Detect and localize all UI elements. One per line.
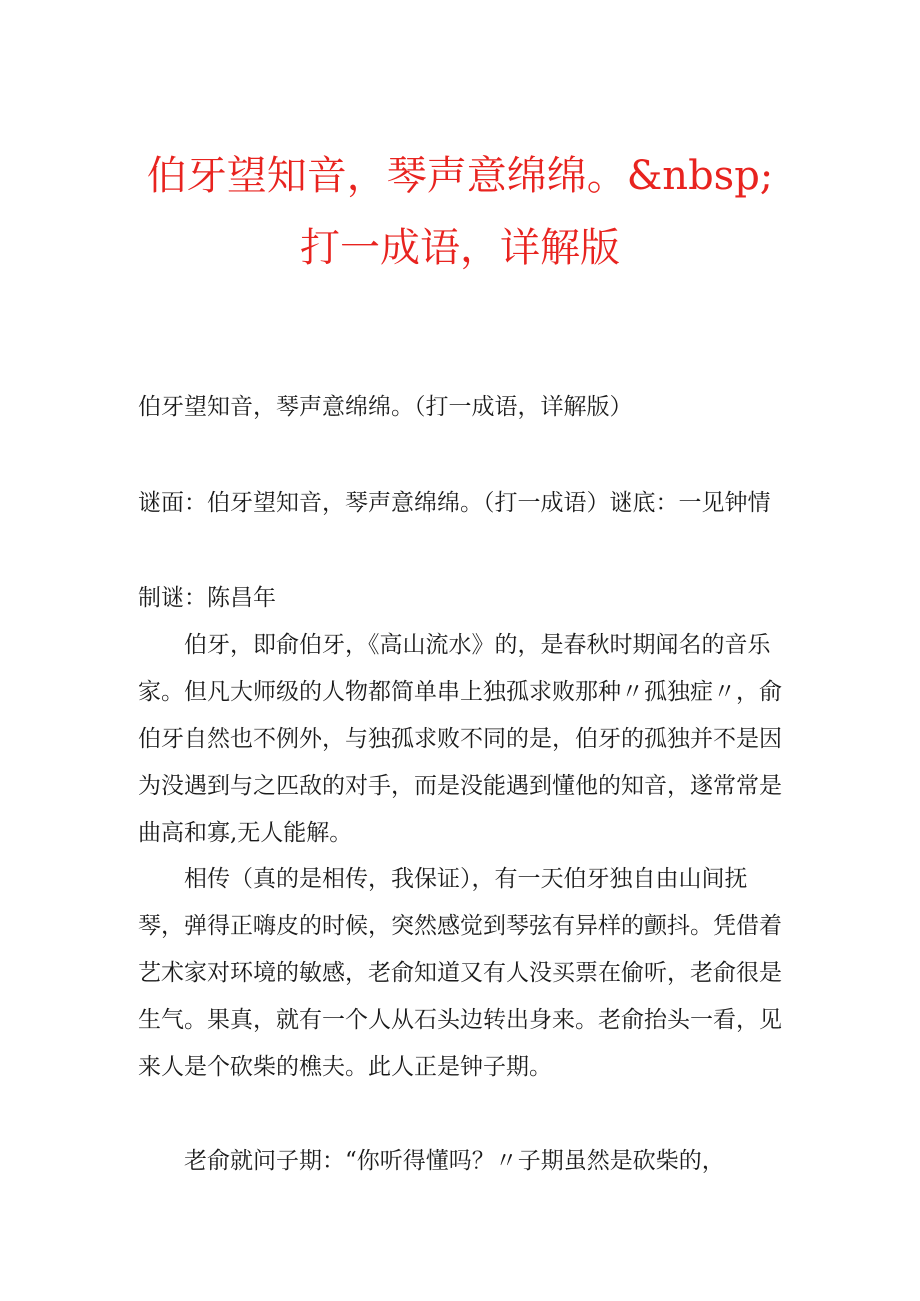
paragraph-3: 老俞就问子期：“你听得懂吗？〃子期虽然是砍柴的，	[184, 1148, 725, 1174]
paragraph-2: 相传（真的是相传，我保证），有一天伯牙独自由山间抚琴，弹得正嗨皮的时候，突然感觉到琴弦有异样的颤抖。凭借着艺术家对环境的敏感，老俞知道又有人没买票在偷听，老俞很是生气。果真，就有一个人从石头边转出身来。老俞抬头一看，见来人是个砍柴的樵夫。此人正是钟子期。	[138, 866, 782, 1080]
document-subtitle: 伯牙望知音，琴声意绵绵。（打一成语，详解版）	[138, 394, 633, 420]
riddle-maker: 制谜：陈昌年	[138, 585, 276, 611]
document-title: 伯牙望知音，琴声意绵绵。&nbsp;打一成语，详解版	[146, 153, 774, 271]
riddle-line: 谜面：伯牙望知音，琴声意绵绵。（打一成语）谜底：一见钟情	[138, 490, 771, 516]
paragraph-1: 伯牙，即俞伯牙，《高山流水》的，是春秋时期闻名的音乐家。但凡大师级的人物都简单串上独孤求败那种〃孤独症〃，俞伯牙自然也不例外，与独孤求败不同的是，伯牙的孤独并不是因为没遇到与之匹敌的对手，而是没能遇到懂他的知音，遂常常是曲高和寡,无人能解。	[138, 632, 782, 846]
